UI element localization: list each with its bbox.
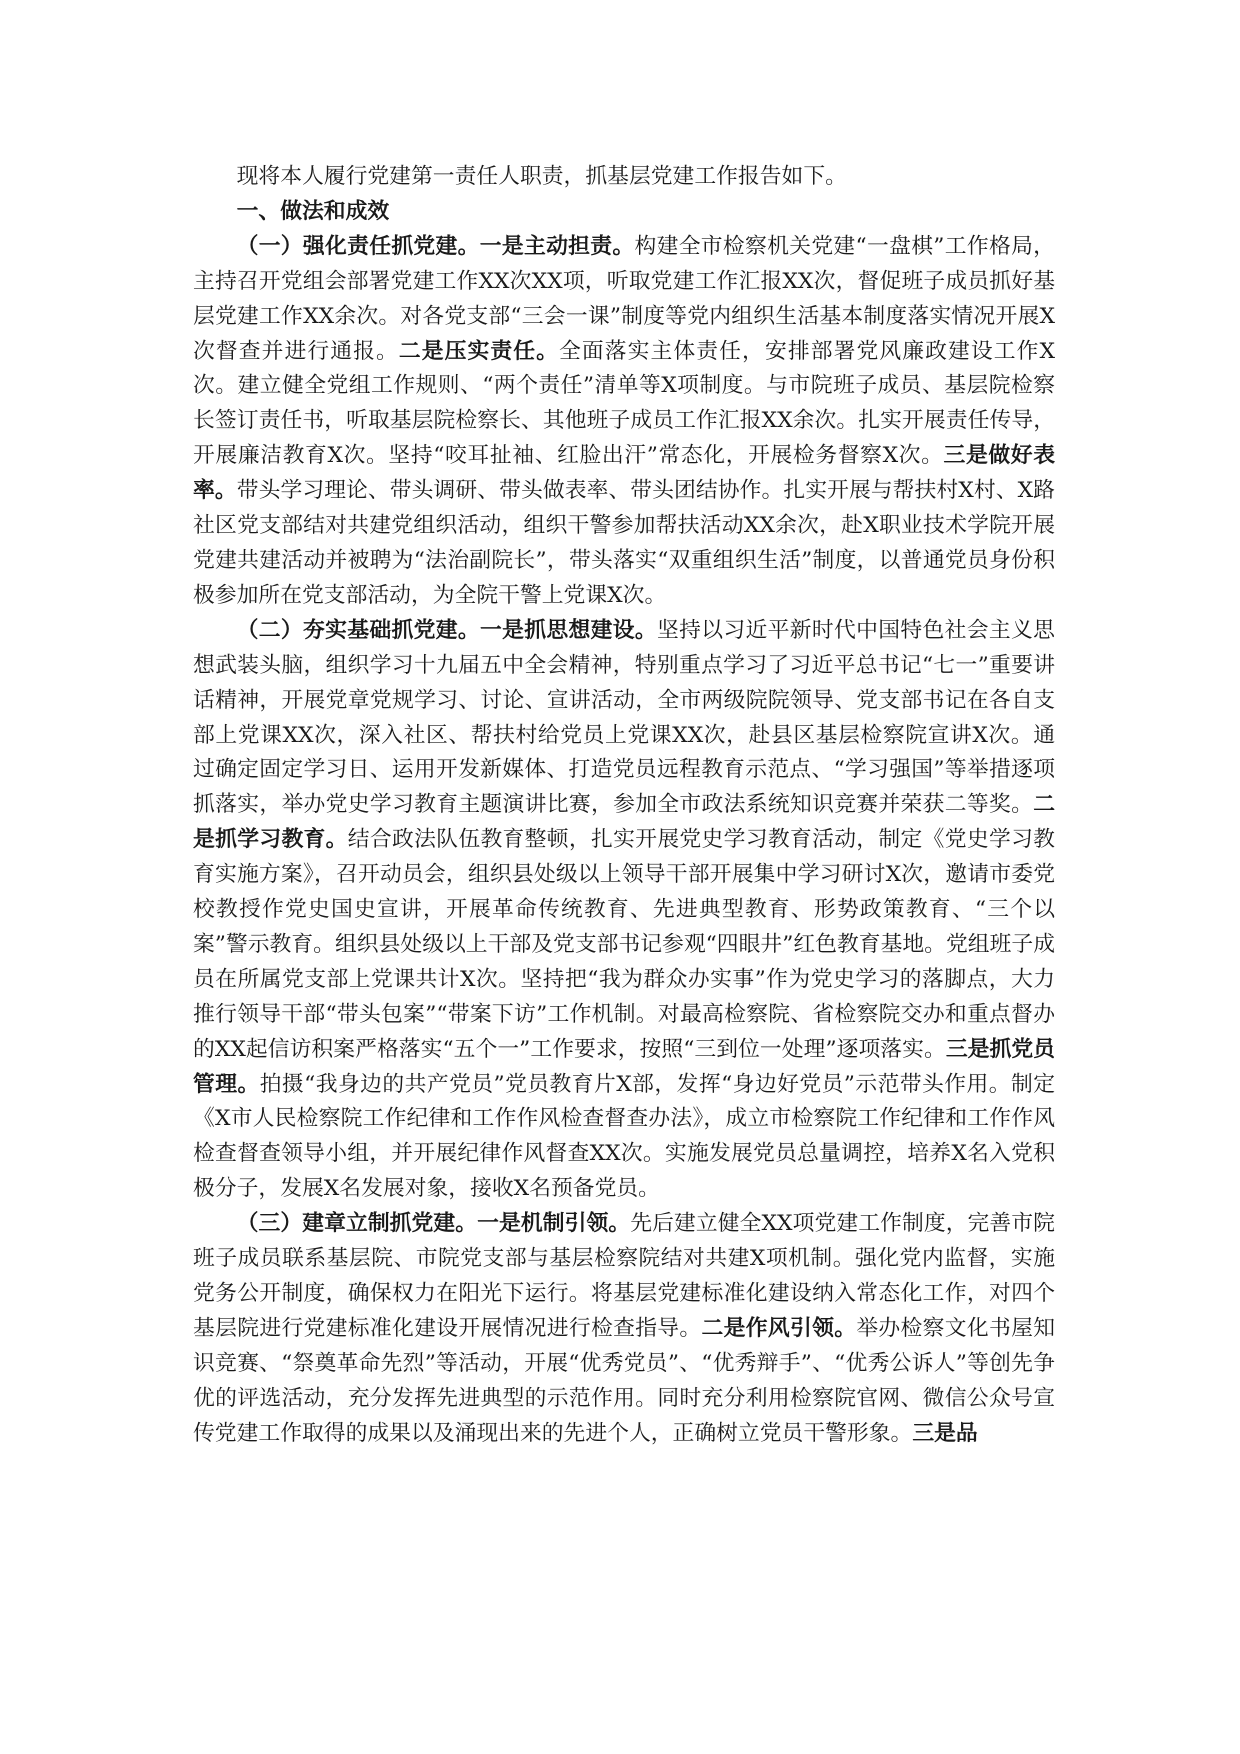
lead-phrase: 二是压实责任。	[398, 338, 560, 364]
body-text: 先后建立健全XX项党建工作制度，完善市院班子成员联系基层院、市院党支部与基层检察院结对共建X项机制。强化党内监督，实施党务公开制度，确保权力在阳光下运行。将基层党建标准化建设纳入常态化工作，对四个基层院进行党建标准化建设开展情况进行检查指导。	[193, 1211, 1055, 1341]
lead-phrase: 一是机制引领。	[477, 1211, 631, 1237]
lead-phrase: 二是作风引领。	[701, 1315, 857, 1341]
body-text: 拍摄“我身边的共产党员”党员教育片X部，发挥“身边好党员”示范带头作用。制定《X市人民检察院工作纪律和工作作风检查督查办法》，成立市检察院工作纪律和工作作风检查督查领导小组，并开展纪律作风督查XX次。实施发展党员总量调控，培养X名入党积极分子，发展X名发展对象，接收X名预备党员。	[193, 1071, 1055, 1202]
lead-phrase: 一是主动担责。	[479, 233, 635, 259]
lead-phrase: 一是抓思想建设。	[480, 617, 658, 643]
lead-phrase: 三是抓党员管理。	[193, 1036, 1055, 1097]
lead-phrase: 二是抓学习教育。	[193, 792, 1055, 853]
body-text: 举办检察文化书屋知识竞赛、“祭奠革命先烈”等活动，开展“优秀党员”、“优秀辩手”、“优秀公诉人”等创先争优的评选活动，充分发挥先进典型的示范作用。同时充分利用检察院官网、微信公众号宣传党建工作取得的成果以及涌现出来的先进个人，正确树立党员干警形象。	[193, 1315, 1055, 1446]
paragraph-heading: （二）夯实基础抓党建。	[236, 617, 480, 643]
body-text: 构建全市检察机关党建“一盘棋”工作格局，主持召开党组会部署党建工作XX次XX项，听取党建工作汇报XX次，督促班子成员抓好基层党建工作XX余次。对各党支部“三会一课”制度等党内组织生活基本制度落实情况开展X次督查并进行通报。	[193, 233, 1055, 364]
lead-phrase: 三是品	[912, 1420, 978, 1446]
paragraph-responsibility	[193, 230, 1055, 614]
document-page	[193, 160, 1055, 1452]
paragraph-heading: （一）强化责任抓党建。	[236, 233, 480, 259]
body-text: 结合政法队伍教育整顿，扎实开展党史学习教育活动，制定《党史学习教育实施方案》，召开动员会，组织县处级以上领导干部开展集中学习研讨X次，邀请市委党校教授作党史国史宣讲，开展革命传统教育、先进典型教育、形势政策教育、“三个以案”警示教育。组织县处级以上干部及党支部书记参观“四眼井”红色教育基地。党组班子成员在所属党支部上党课共计X次。坚持把“我为群众办实事”作为党史学习的落脚点，大力推行领导干部“带头包案”“带案下访”工作机制。对最高检察院、省检察院交办和重点督办的XX起信访积案严格落实“五个一”工作要求，按照“三到位一处理”逐项落实。	[193, 827, 1055, 1062]
lead-phrase: 三是做好表率。	[193, 443, 1055, 504]
paragraph-heading: （三）建章立制抓党建。	[236, 1211, 478, 1237]
body-text: 带头学习理论、带头调研、带头做表率、带头团结协作。扎实开展与帮扶村X村、X路社区党支部结对共建党组织活动，组织干警参加帮扶活动XX余次，赴X职业技术学院开展党建共建活动并被聘为“法治副院长”，带头落实“双重组织生活”制度，以普通党员身份积极参加所在党支部活动，为全院干警上党课X次。	[193, 478, 1055, 608]
paragraph-foundation	[193, 614, 1055, 1207]
paragraph-institutions	[193, 1207, 1055, 1451]
intro-paragraph: 现将本人履行党建第一责任人职责，抓基层党建工作报告如下。	[236, 164, 847, 189]
section-heading: 一、做法和成效	[236, 198, 390, 224]
body-text: 全面落实主体责任，安排部署党风廉政建设工作X次。建立健全党组工作规则、“两个责任”清单等X项制度。与市院班子成员、基层院检察长签订责任书，听取基层院检察长、其他班子成员工作汇报XX余次。扎实开展责任传导，开展廉洁教育X次。坚持“咬耳扯袖、红脸出汗”常态化，开展检务督察X次。	[193, 338, 1055, 469]
body-text: 坚持以习近平新时代中国特色社会主义思想武装头脑，组织学习十九届五中全会精神，特别重点学习了习近平总书记“七一”重要讲话精神，开展党章党规学习、讨论、宣讲活动，全市两级院院领导、党支部书记在各自支部上党课XX次，深入社区、帮扶村给党员上党课XX次，赴县区基层检察院宣讲X次。通过确定固定学习日、运用开发新媒体、打造党员远程教育示范点、“学习强国”等举措逐项抓落实，举办党史学习教育主题演讲比赛，参加全市政法系统知识竞赛并荣获二等奖。	[193, 617, 1055, 818]
